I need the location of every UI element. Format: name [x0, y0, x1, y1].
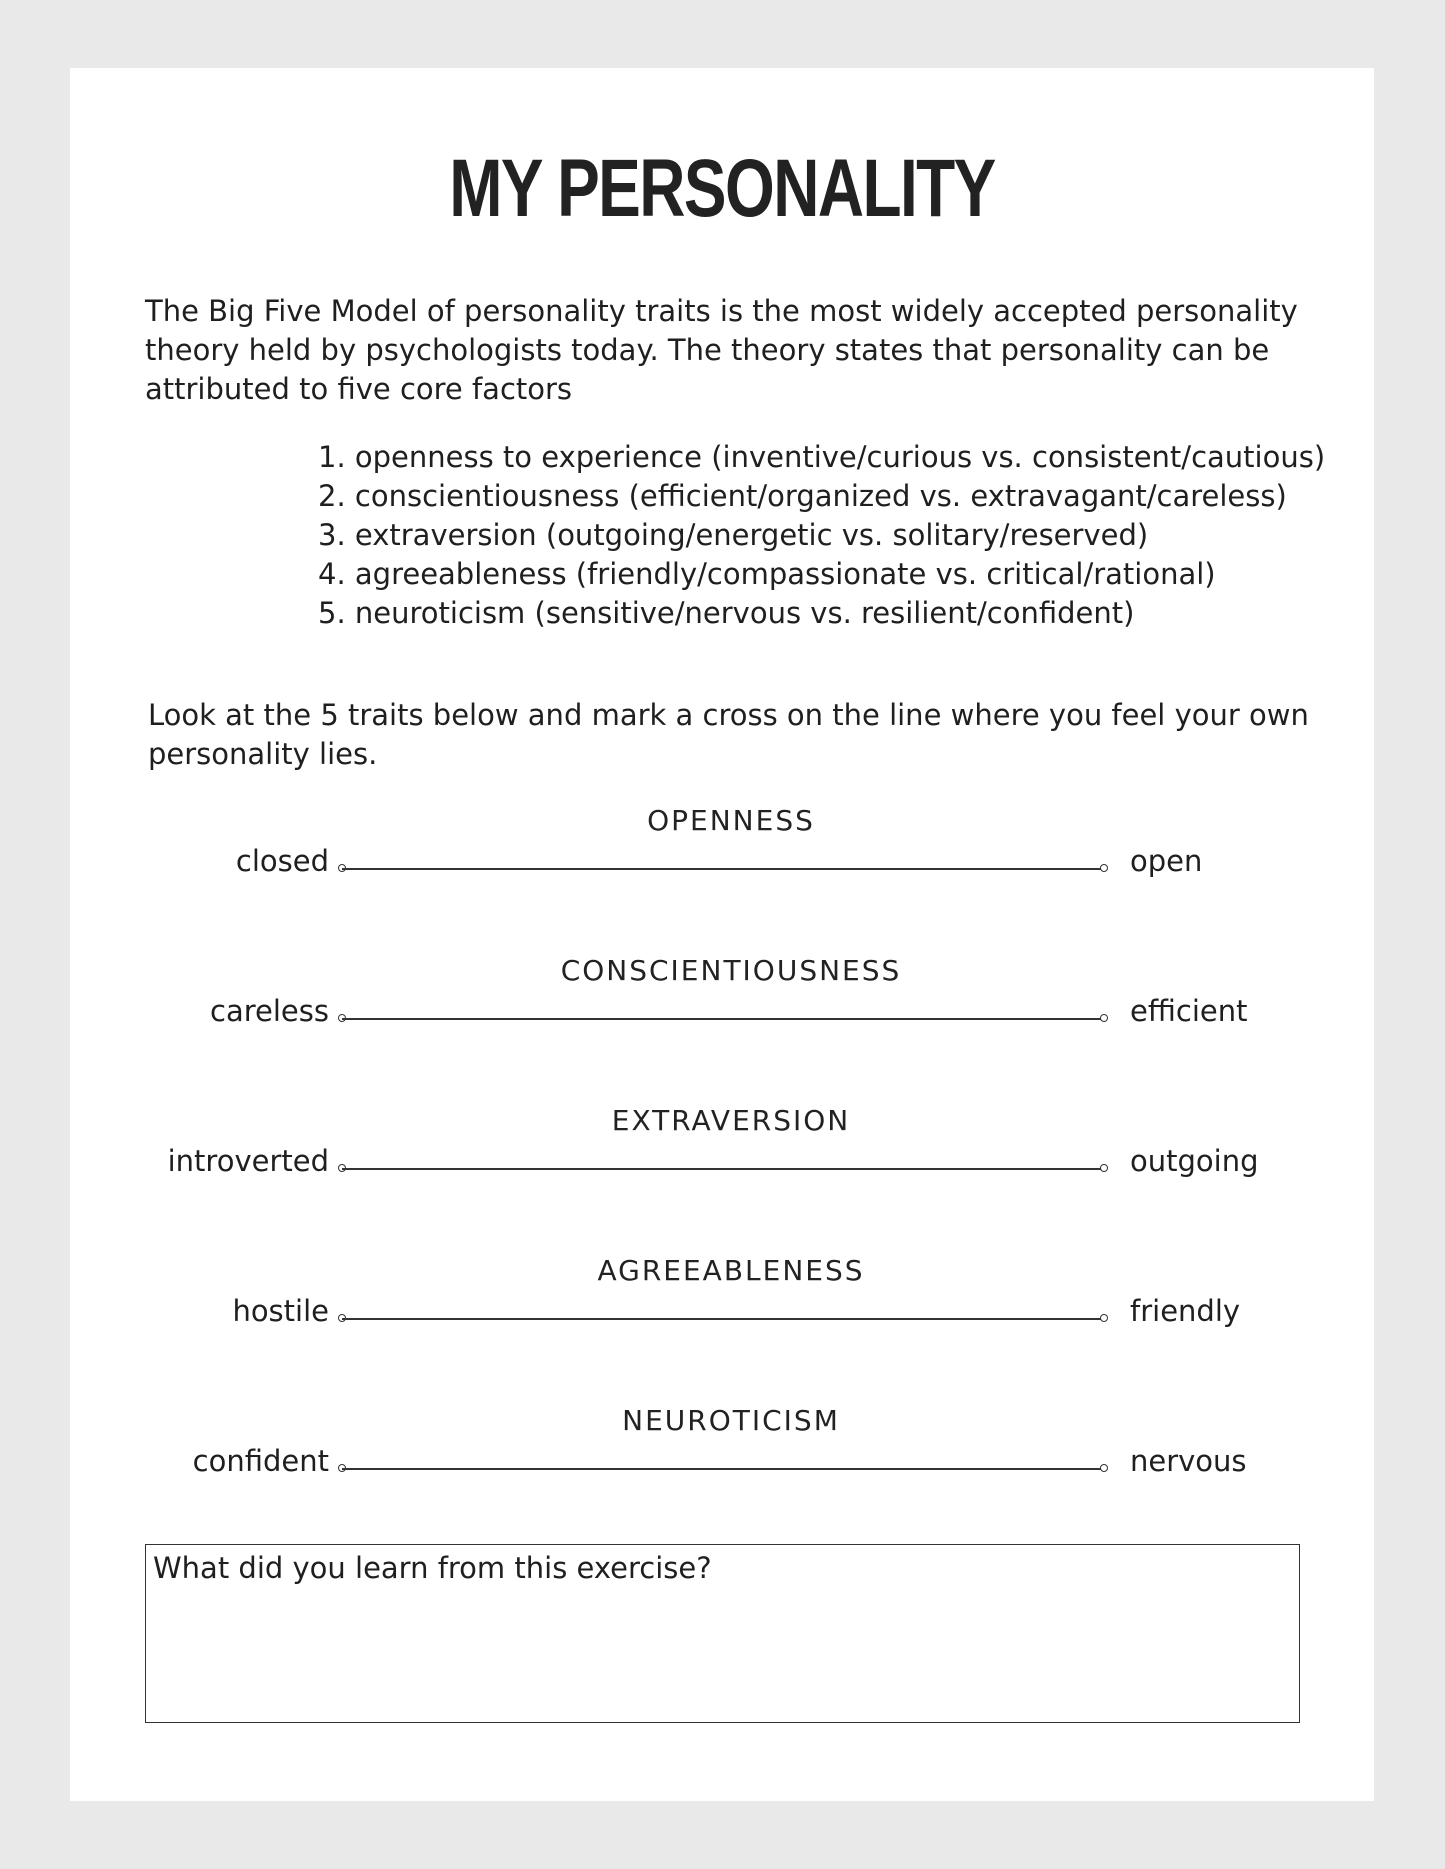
scale-end-dot	[1100, 1314, 1108, 1322]
scale-line	[342, 1468, 1104, 1470]
trait-left-label: closed	[235, 844, 329, 878]
scale-end-dot	[1100, 1164, 1108, 1172]
scale-end-dot	[1100, 1464, 1108, 1472]
scale-line	[342, 868, 1104, 870]
factor-list	[318, 438, 1338, 633]
trait-conscientiousness	[70, 954, 1374, 1054]
trait-scale-line[interactable]	[338, 1464, 1108, 1474]
trait-agreeableness	[70, 1254, 1374, 1354]
reflection-prompt: What did you learn from this exercise?	[153, 1551, 712, 1585]
intro-paragraph: The Big Five Model of personality traits is the most widely accepted personality theory held by psychologists today. The theory states that personality can be attributed to five core factors	[145, 294, 1298, 406]
scale-line	[342, 1018, 1104, 1020]
instructions-text: Look at the 5 traits below and mark a cross on the line where you feel your own personality lies.	[148, 698, 1309, 771]
trait-title: OPENNESS	[647, 804, 815, 837]
trait-left-label: careless	[210, 994, 329, 1028]
factor-item: 1. openness to experience (inventive/curious vs. consistent/cautious)	[318, 440, 1326, 474]
worksheet-page	[70, 68, 1374, 1801]
trait-left-label: introverted	[167, 1144, 329, 1178]
trait-scale-line[interactable]	[338, 1164, 1108, 1174]
trait-title: CONSCIENTIOUSNESS	[560, 954, 902, 987]
trait-left-label: hostile	[232, 1294, 329, 1328]
factor-item: 3. extraversion (outgoing/energetic vs. solitary/reserved)	[318, 518, 1149, 552]
trait-openness	[70, 804, 1374, 904]
trait-left-label: confident	[192, 1444, 329, 1478]
scale-line	[342, 1168, 1104, 1170]
trait-scale-line[interactable]	[338, 1014, 1108, 1024]
trait-right-label: efficient	[1130, 994, 1248, 1028]
trait-title: AGREEABLENESS	[597, 1254, 865, 1287]
scale-end-dot	[1100, 1014, 1108, 1022]
trait-title: NEUROTICISM	[622, 1404, 840, 1437]
trait-neuroticism	[70, 1404, 1374, 1504]
trait-right-label: outgoing	[1130, 1144, 1259, 1178]
trait-scale-line[interactable]	[338, 1314, 1108, 1324]
factor-item: 5. neuroticism (sensitive/nervous vs. resilient/confident)	[318, 596, 1135, 630]
reflection-answer-field[interactable]	[152, 1593, 1293, 1716]
trait-scale-line[interactable]	[338, 864, 1108, 874]
scale-line	[342, 1318, 1104, 1320]
page-title: MY PERSONALITY	[449, 143, 995, 234]
reflection-box	[145, 1544, 1300, 1723]
factor-item: 4. agreeableness (friendly/compassionate vs. critical/rational)	[318, 557, 1216, 591]
scale-end-dot	[1100, 864, 1108, 872]
trait-right-label: nervous	[1130, 1444, 1247, 1478]
trait-title: EXTRAVERSION	[611, 1104, 851, 1137]
trait-right-label: friendly	[1130, 1294, 1241, 1328]
trait-right-label: open	[1130, 844, 1203, 878]
trait-extraversion	[70, 1104, 1374, 1204]
factor-item: 2. conscientiousness (efficient/organized vs. extravagant/careless)	[318, 479, 1287, 513]
